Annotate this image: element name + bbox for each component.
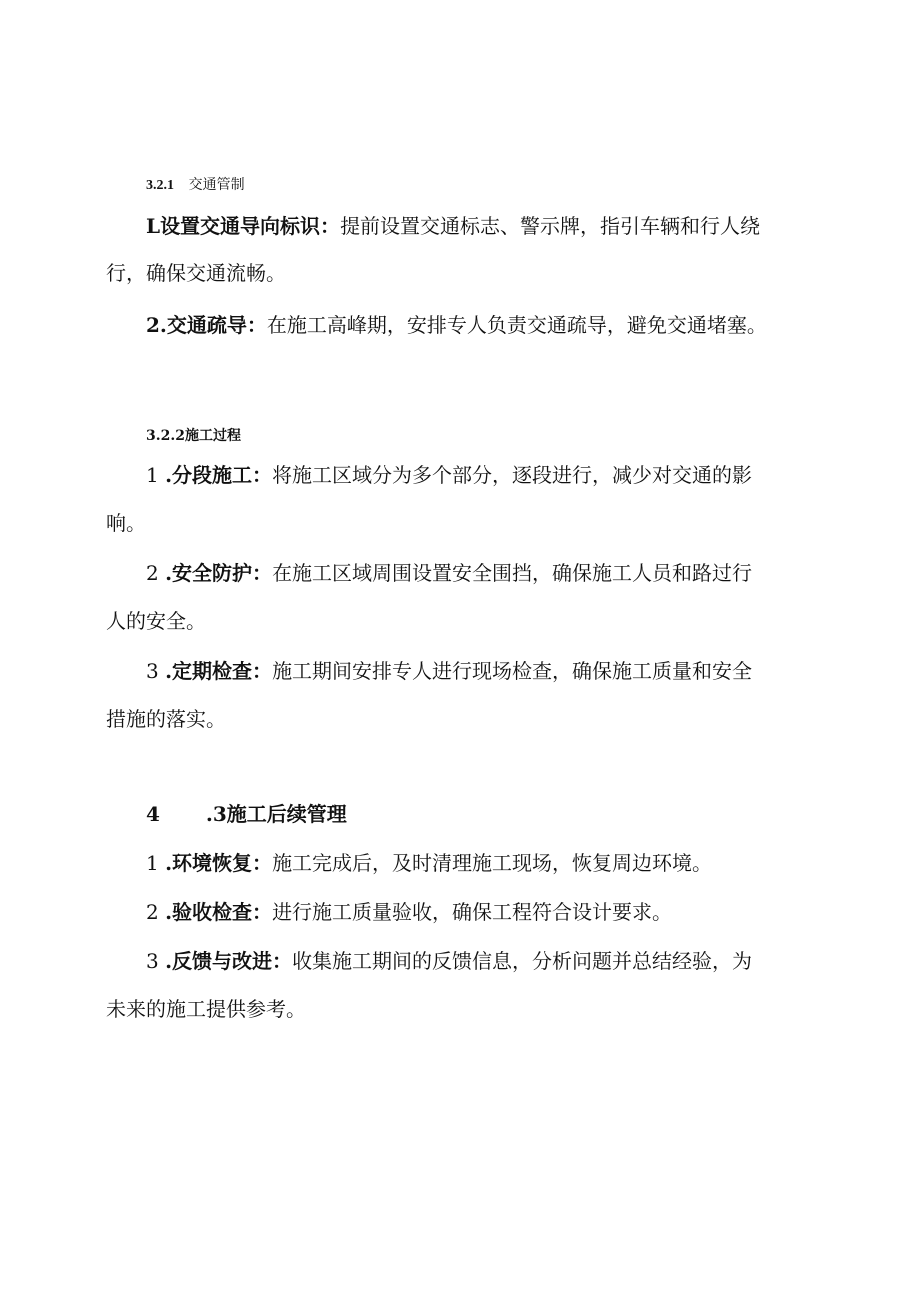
item-label: .定期检查： [165,659,273,683]
section-43-item-2-line-1 [146,902,672,922]
item-label: L设置交通导向标识： [146,214,341,238]
item-number: 3 [146,659,159,683]
item-label: .验收检查： [165,900,273,924]
item-label: .反馈与改进： [165,949,293,973]
item-text: 在施工高峰期，安排专人负责交通疏导，避免交通堵塞。 [266,313,767,337]
item-text: 在施工区域周围设置安全围挡，确保施工人员和路过行 [272,561,753,585]
section-322-item-3-line-1 [146,661,752,681]
item-number: 1 [146,463,159,487]
item-number: 1 [146,851,159,875]
section-322-heading: 3.2.2施工过程 [146,428,241,444]
item-text: 将施工区域分为多个部分，逐段进行，减少对交通的影 [272,463,753,487]
section-322-item-2-line-1 [146,563,752,583]
item-text: 施工期间安排专人进行现场检查，确保施工质量和安全 [272,659,753,683]
section-322-item-2-line-2: 人的安全。 [106,609,206,633]
item-label: 2.交通疏导： [146,313,267,337]
section-321-item-1-line-2: 行，确保交通流畅。 [106,261,286,285]
item-number: 3 [146,949,159,973]
section-43-item-3-line-1 [146,951,752,971]
item-text: 施工完成后，及时清理施工现场，恢复周边环境。 [272,851,713,875]
item-text: 收集施工期间的反馈信息，分析问题并总结经验，为 [292,949,753,973]
item-number: 2 [146,900,159,924]
section-43-number: 4 [146,802,160,826]
section-43-heading [146,804,347,824]
section-321-item-2-line-1 [146,315,767,335]
item-number: 2 [146,561,159,585]
item-label: .环境恢复： [165,851,273,875]
item-label: .安全防护： [165,561,273,585]
item-text: 进行施工质量验收，确保工程符合设计要求。 [272,900,673,924]
section-43-item-3-line-2: 未来的施工提供参考。 [106,997,306,1021]
section-321-item-1-line-1 [146,216,760,236]
item-text: 提前设置交通标志、警示牌，指引车辆和行人绕 [340,214,761,238]
section-321-heading [146,174,245,194]
item-label: .分段施工： [165,463,273,487]
section-322-item-3-line-2: 措施的落实。 [106,707,226,731]
section-43-title: .3施工后续管理 [205,802,347,826]
section-321-title: 交通管制 [188,177,245,193]
section-322-item-1-line-2: 响。 [106,511,146,535]
section-322-item-1-line-1 [146,465,752,485]
section-43-item-1-line-1 [146,853,712,873]
section-321-number: 3.2.1 [146,178,174,193]
